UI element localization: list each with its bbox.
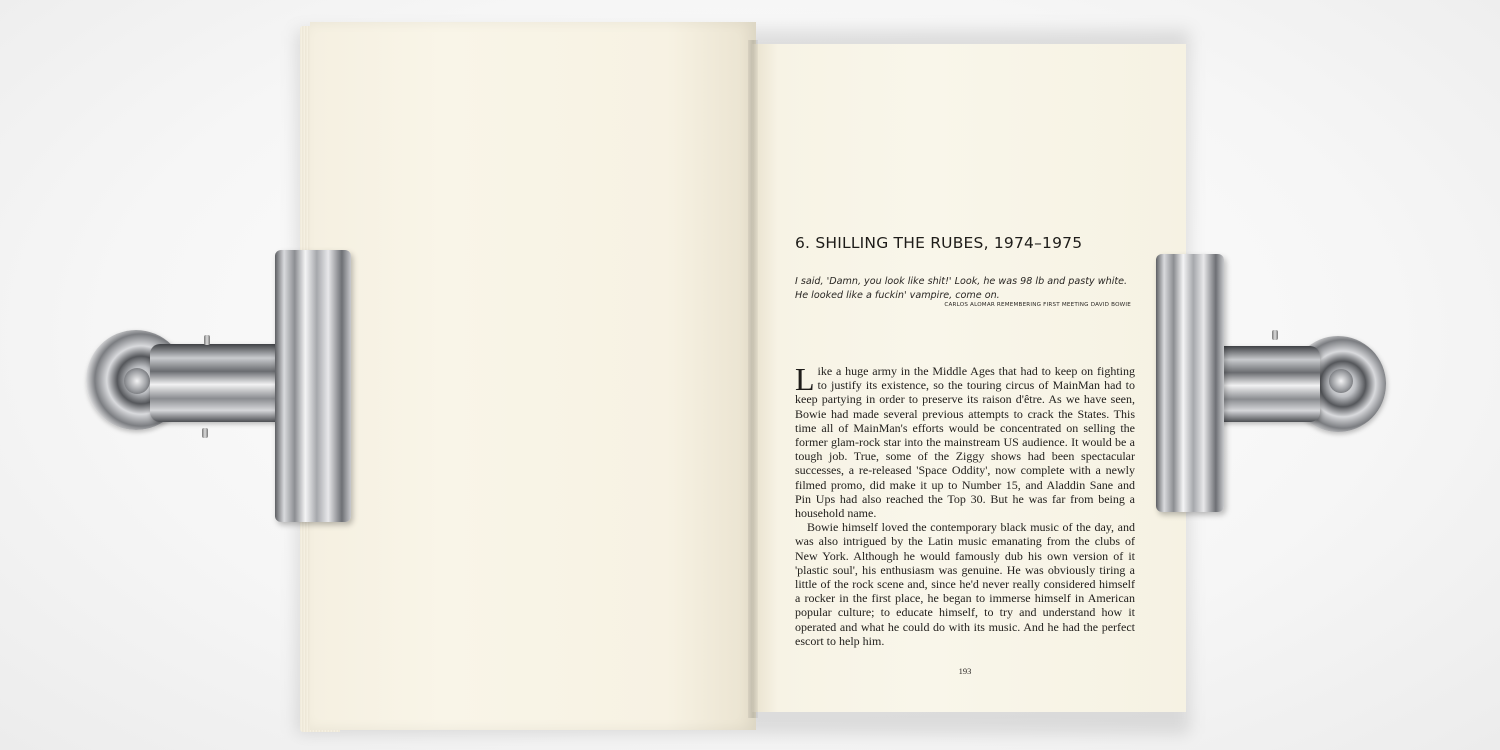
paragraph-1-text: ike a huge army in the Middle Ages that had to keep on fighting to justify its existence, so the touring circus of MainMan had to keep partying in order to preserve its raison d'être. As we have seen, Bowie had made several previous attempts to crack the States. This time all of MainMan's efforts would be concentrated on selling the former glam-rock star into the mainstream US audience. It would be a tough job. True, some of the Ziggy shows had been spectacular successes, a re-released 'Space Oddity', now complete with a newly filmed promo, did make it up to Number 15, and Aladdin Sane and Pin Ups had also reached the Top 30. But he was far from being a household name. xyxy=(795,364,1135,521)
right-clip-hole xyxy=(1329,369,1353,393)
left-clip-hole xyxy=(124,368,150,394)
body-text xyxy=(795,361,1135,648)
left-page xyxy=(310,22,756,730)
drop-cap: L xyxy=(795,361,815,397)
book-gutter xyxy=(748,40,758,718)
page-number: 193 xyxy=(958,666,972,676)
left-clip-pin-bottom xyxy=(202,428,208,438)
chapter-title: 6. SHILLING THE RUBES, 1974–1975 xyxy=(795,234,1083,252)
paragraph-1 xyxy=(795,361,1135,521)
left-clip-plate xyxy=(275,250,351,522)
right-clip-pin xyxy=(1272,330,1278,340)
left-clip-pin-top xyxy=(204,335,210,345)
right-clip-plate xyxy=(1156,254,1224,512)
paragraph-2: Bowie himself loved the contemporary black music of the day, and was also intrigued by the Latin music emanating from the clubs of New York. Although he would famously dub his own version of it 'plastic soul', his enthusiasm was genuine. He was obviously tiring a little of the rock scene and, since he'd never really considered himself a rocker in the first place, he began to immerse himself in American popular culture; to educate himself, to try and understand how it operated and what he could do with its music. And he had the perfect escort to help him. xyxy=(795,520,1135,648)
epigraph-credit: CARLOS ALOMAR REMEMBERING FIRST MEETING DAVID BOWIE xyxy=(944,302,1131,308)
left-clip-arm xyxy=(150,344,290,422)
epigraph: I said, 'Damn, you look like shit!' Look, he was 98 lb and pasty white. He looked like a fuckin' vampire, come on. xyxy=(795,276,1128,301)
